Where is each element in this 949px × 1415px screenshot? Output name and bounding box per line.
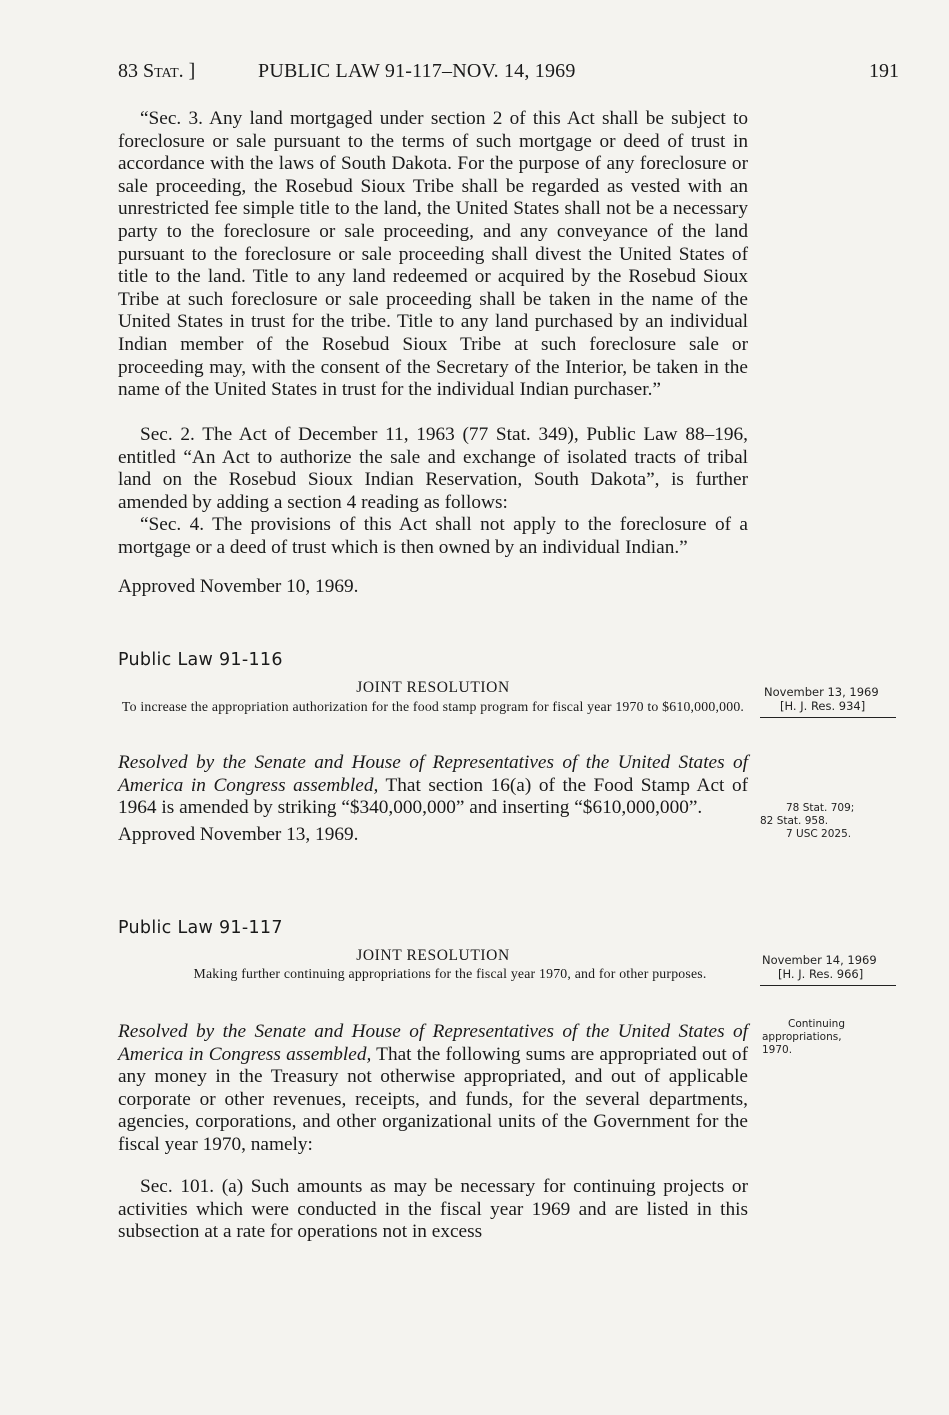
approved-line-116: Approved November 13, 1969. bbox=[118, 824, 359, 845]
sec3-paragraph: “Sec. 3. Any land mortgaged under section 2 of this Act shall be subject to foreclosure or sale pursuant to the terms of such mortgage or deed of trust in accordance with the laws of South Dakota. For the purpose of any foreclosure or sale proceeding, the Rosebud Sioux Tribe shall be regarded as vested with an unrestricted fee simple title to the land, the United States shall not be a necessary party to the foreclosure or sale proceeding, and any conveyance of the land pursuant to the foreclosure or sale proceeding shall divest the United States of title to the land. Title to any land redeemed or acquired by the Rosebud Sioux Tribe at such foreclosure or sale proceeding shall be taken in the name of the United States in trust for the tribe. Title to any land purchased by an individual Indian member of the Rosebud Sioux Tribe at such foreclosure sale or proceeding may, with the consent of the Secretary of the Interior, be taken in the name of the United States in trust for the individual Indian purchaser.” bbox=[118, 108, 748, 401]
margin-citation-116: 78 Stat. 709; bbox=[786, 802, 855, 814]
page-number: 191 bbox=[869, 60, 899, 82]
section-2-text bbox=[118, 424, 748, 514]
margin-ref-116: [H. J. Res. 934] bbox=[780, 699, 866, 713]
public-law-91-116-title: Public Law 91-116 bbox=[118, 650, 283, 670]
resolution-body-116 bbox=[118, 752, 748, 820]
body-text-117: That the following sums are appropriated out of any money in the Treasury not otherwise appropriated, and out of applicable corporate or other revenues, receipts, and funds, for the several departments, agencies, corporations, and other organizational units of the Government for the fiscal year 1970, namely: bbox=[118, 1043, 748, 1155]
sec101-paragraph: Sec. 101. (a) Such amounts as may be necessary for continuing projects or activities which were conducted in the fiscal year 1969 and are listed in this subsection at a rate for operations not in excess bbox=[118, 1176, 748, 1243]
running-header bbox=[118, 60, 899, 90]
sec2-paragraph: Sec. 2. The Act of December 11, 1963 (77 Stat. 349), Public Law 88–196, entitled “An Act to authorize the sale and exchange of isolated tracts of tribal land on the Rosebud Sioux Indian Reservation, South Dakota”, is further amended by adding a section 4 reading as follows: bbox=[118, 424, 748, 513]
margin-ref-117: [H. J. Res. 966] bbox=[778, 967, 864, 981]
margin-rule-116 bbox=[760, 717, 896, 718]
section-3-text bbox=[118, 108, 748, 402]
running-title: PUBLIC LAW 91-117–NOV. 14, 1969 bbox=[258, 60, 576, 82]
joint-resolution-heading-117: JOINT RESOLUTION bbox=[356, 947, 510, 964]
margin-rule-117 bbox=[760, 985, 896, 986]
margin-note-appropriations: appropriations, bbox=[762, 1031, 842, 1043]
enacting-clause-116: Resolved by the Senate and House of Representatives of the United States of America in Congress assembled, bbox=[118, 752, 748, 796]
resolution-purpose-116: To increase the appropriation authorization for the food stamp program for fiscal year 1970 to $610,000,000. bbox=[121, 699, 745, 714]
section-101-text bbox=[118, 1176, 748, 1244]
margin-date-116: November 13, 1969 bbox=[764, 685, 879, 699]
margin-citation-116-c: 7 USC 2025. bbox=[786, 828, 852, 840]
public-law-91-117-title: Public Law 91-117 bbox=[118, 918, 283, 938]
volume-citation: 83 Stat. ] bbox=[118, 60, 196, 82]
margin-note-continuing: Continuing bbox=[788, 1018, 845, 1030]
resolution-body-117 bbox=[118, 1021, 748, 1157]
joint-resolution-heading-116: JOINT RESOLUTION bbox=[356, 679, 510, 696]
body-text-116: That section 16(a) of the Food Stamp Act of 1964 is amended by striking “$340,000,000” and inserting “$610,000,000”. bbox=[118, 774, 749, 819]
resolution-purpose-117: Making further continuing appropriations for the fiscal year 1970, and for other purposes. bbox=[193, 966, 707, 981]
section-4-text bbox=[118, 514, 748, 559]
approved-line-1: Approved November 10, 1969. bbox=[118, 576, 359, 597]
margin-note-year: 1970. bbox=[762, 1044, 793, 1056]
margin-date-117: November 14, 1969 bbox=[762, 953, 877, 967]
margin-citation-116-b: 82 Stat. 958. bbox=[760, 815, 829, 827]
sec4-paragraph: “Sec. 4. The provisions of this Act shall not apply to the foreclosure of a mortgage or a deed of trust which is then owned by an individual Indian.” bbox=[118, 514, 748, 558]
enacting-clause-117: Resolved by the Senate and House of Representatives of the United States of America in Congress assembled, bbox=[118, 1021, 748, 1065]
